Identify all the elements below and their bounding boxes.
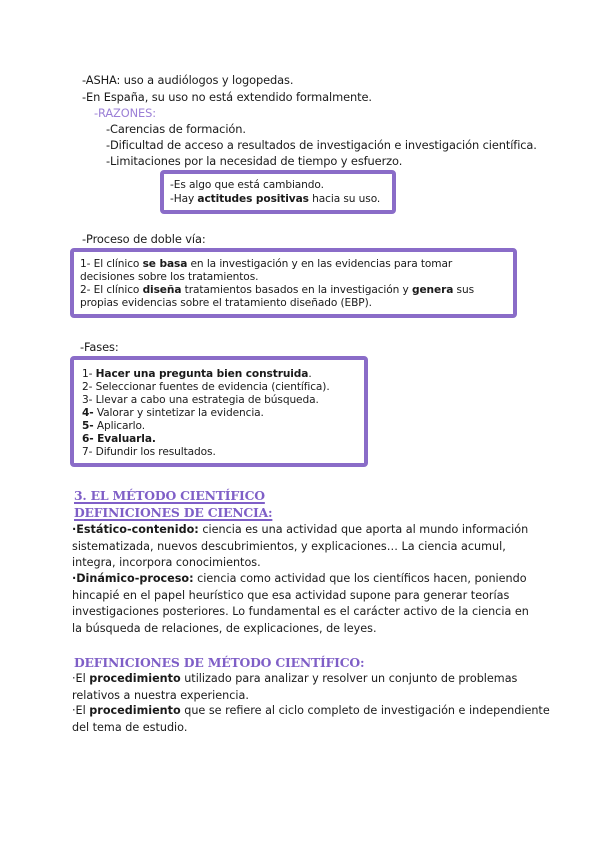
fase-item: 5- Aplicarlo. <box>82 420 145 432</box>
doble-via-line: decisiones sobre los tratamientos. <box>80 271 259 283</box>
fases-box <box>70 356 368 467</box>
razon-item: -Limitaciones por la necesidad de tiempo y esfuerzo. <box>106 154 403 168</box>
espana-line: -En España, su uso no está extendido formalmente. <box>82 90 372 104</box>
fase-item: 7- Difundir los resultados. <box>82 446 216 458</box>
fase-item: 3- Llevar a cabo una estrategia de búsqueda. <box>82 394 319 406</box>
doble-via-line: 1- El clínico se basa en la investigación y en las evidencias para tomar <box>80 258 453 270</box>
doble-via-line: 2- El clínico diseña tratamientos basados en la investigación y genera sus <box>80 284 474 296</box>
fase-item: 4- Valorar y sintetizar la evidencia. <box>82 407 264 419</box>
dinamico-paragraph: ·Dinámico-proceso: ciencia como actividad que los científicos hacen, poniendo hincapié en el papel heurístico que esa actividad supone para generar teorías investigaciones posteriores. Lo fundamental es el carácter activo de la ciencia en la búsqueda de relaciones, de explicaciones, de leyes. <box>72 572 529 635</box>
metodo-def-2: ·El procedimiento que se refiere al ciclo completo de investigación e independiente del tema de estudio. <box>72 704 550 734</box>
def-ciencia-heading: DEFINICIONES DE CIENCIA: <box>74 505 273 520</box>
metodo-def-1: ·El procedimiento utilizado para analizar y resolver un conjunto de problemas relativos a nuestra experiencia. <box>72 672 518 702</box>
razones-label: -RAZONES: <box>94 106 157 120</box>
razon-item: -Dificultad de acceso a resultados de investigación e investigación científica. <box>106 138 537 152</box>
doble-via-line: propias evidencias sobre el tratamiento diseñado (EBP). <box>80 297 372 309</box>
estatico-paragraph: ·Estático-contenido: ciencia es una actividad que aporta al mundo información sistematizada, nuevos descubrimientos, y explicaciones… La ciencia acumul, integra, incorpora conocimientos. <box>72 523 529 570</box>
def-metodo-heading: DEFINICIONES DE MÉTODO CIENTÍFICO: <box>74 655 365 670</box>
section-title: 3. EL MÉTODO CIENTÍFICO <box>74 488 265 503</box>
doble-via-label: -Proceso de doble vía: <box>82 232 206 246</box>
fase-item: 6- Evaluarla. <box>82 433 156 445</box>
cambio-line: -Es algo que está cambiando. <box>170 179 324 191</box>
doble-via-box <box>70 248 517 318</box>
cambio-box <box>160 170 396 214</box>
actitudes-bold: actitudes positivas <box>197 193 309 205</box>
razon-item: -Carencias de formación. <box>106 122 246 136</box>
asha-line: -ASHA: uso a audiólogos y logopedas. <box>82 73 294 87</box>
actitudes-line: -Hay actitudes positivas hacia su uso. <box>170 193 381 205</box>
fase-item: 2- Seleccionar fuentes de evidencia (científica). <box>82 381 330 393</box>
fase-item: 1- Hacer una pregunta bien construida. <box>82 368 312 380</box>
fases-label: -Fases: <box>80 340 119 354</box>
